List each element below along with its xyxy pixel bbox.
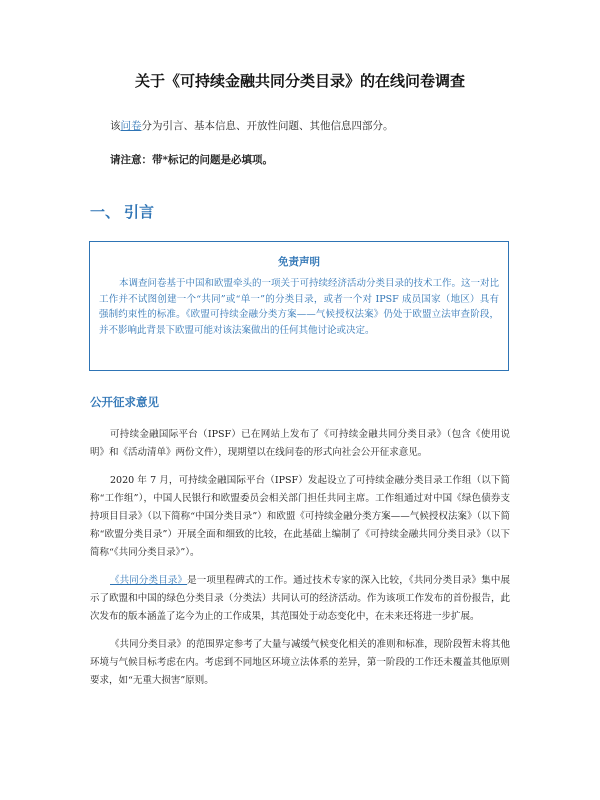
body-text bbox=[90, 426, 510, 700]
paragraph-4: 《共同分类目录》的范围界定参考了大量与减缓气候变化相关的准则和标准，现阶段暂未将其他环境与气候目标考虑在内。考虑到不同地区环境立法体系的差异，第一阶段的工作还未覆盖其他原则要求，如“无重大损害”原则。 bbox=[90, 639, 510, 686]
intro-suffix: 分为引言、基本信息、开放性问题、其他信息四部分。 bbox=[141, 120, 394, 132]
required-notice: 请注意：带*标记的问题是必填项。 bbox=[110, 154, 273, 166]
paragraph-3 bbox=[90, 572, 510, 626]
paragraph-1: 可持续金融国际平台（IPSF）已在网站上发布了《可持续金融共同分类目录》（包含《使用说明》和《活动清单》两份文件），现期望以在线问卷的形式向社会公开征求意见。 bbox=[90, 429, 510, 458]
common-taxonomy-link[interactable]: 《共同分类目录》 bbox=[110, 575, 188, 586]
questionnaire-link[interactable]: 问卷 bbox=[120, 120, 142, 132]
disclaimer-title: 免责声明 bbox=[278, 256, 320, 268]
intro-text bbox=[110, 118, 394, 133]
disclaimer-text: 本调查问卷基于中国和欧盟牵头的一项关于可持续经济活动分类目录的技术工作。这一对比工作并不试图创建一个“共同”或“单一”的分类目录，或者一个对 IPSF 成员国家（地区）具有强制约束性的标准。《欧盟可持续金融分类方案——气候授权法案》仍处于欧盟立法审查阶段，并不影响此背景下欧盟可能对该法案做出的任何其他讨论或决定。 bbox=[99, 278, 500, 336]
disclaimer-box bbox=[89, 241, 509, 371]
subsection-heading: 公开征求意见 bbox=[90, 395, 159, 409]
paragraph-2: 2020 年 7 月，可持续金融国际平台（IPSF）发起设立了可持续金融分类目录工作组（以下简称“工作组”），中国人民银行和欧盟委员会相关部门担任共同主席。工作组通过对中国《绿色债券支持项目目录》（以下简称“中国分类目录”）和欧盟《可持续金融分类方案——气候授权法案》（以下简称“欧盟分类目录”）开展全面和细致的比较，在此基础上编制了《可持续金融共同分类目录》（以下简称“《共同分类目录》”）。 bbox=[90, 475, 510, 558]
paragraph-3-text: 是一项里程碑式的工作。通过技术专家的深入比较，《共同分类目录》集中展示了欧盟和中国的绿色分类目录（分类法）共同认可的经济活动。作为该项工作发布的首份报告，此次发布的版本涵盖了迄今为止的工作成果，其范围处于动态变化中，在未来还将进一步扩展。 bbox=[90, 575, 510, 622]
page-title: 关于《可持续金融共同分类目录》的在线问卷调查 bbox=[134, 72, 465, 90]
intro-prefix: 该 bbox=[110, 120, 121, 132]
section-number: 一、 bbox=[90, 203, 121, 221]
section-heading-intro bbox=[90, 201, 154, 222]
section-title: 引言 bbox=[124, 203, 155, 221]
